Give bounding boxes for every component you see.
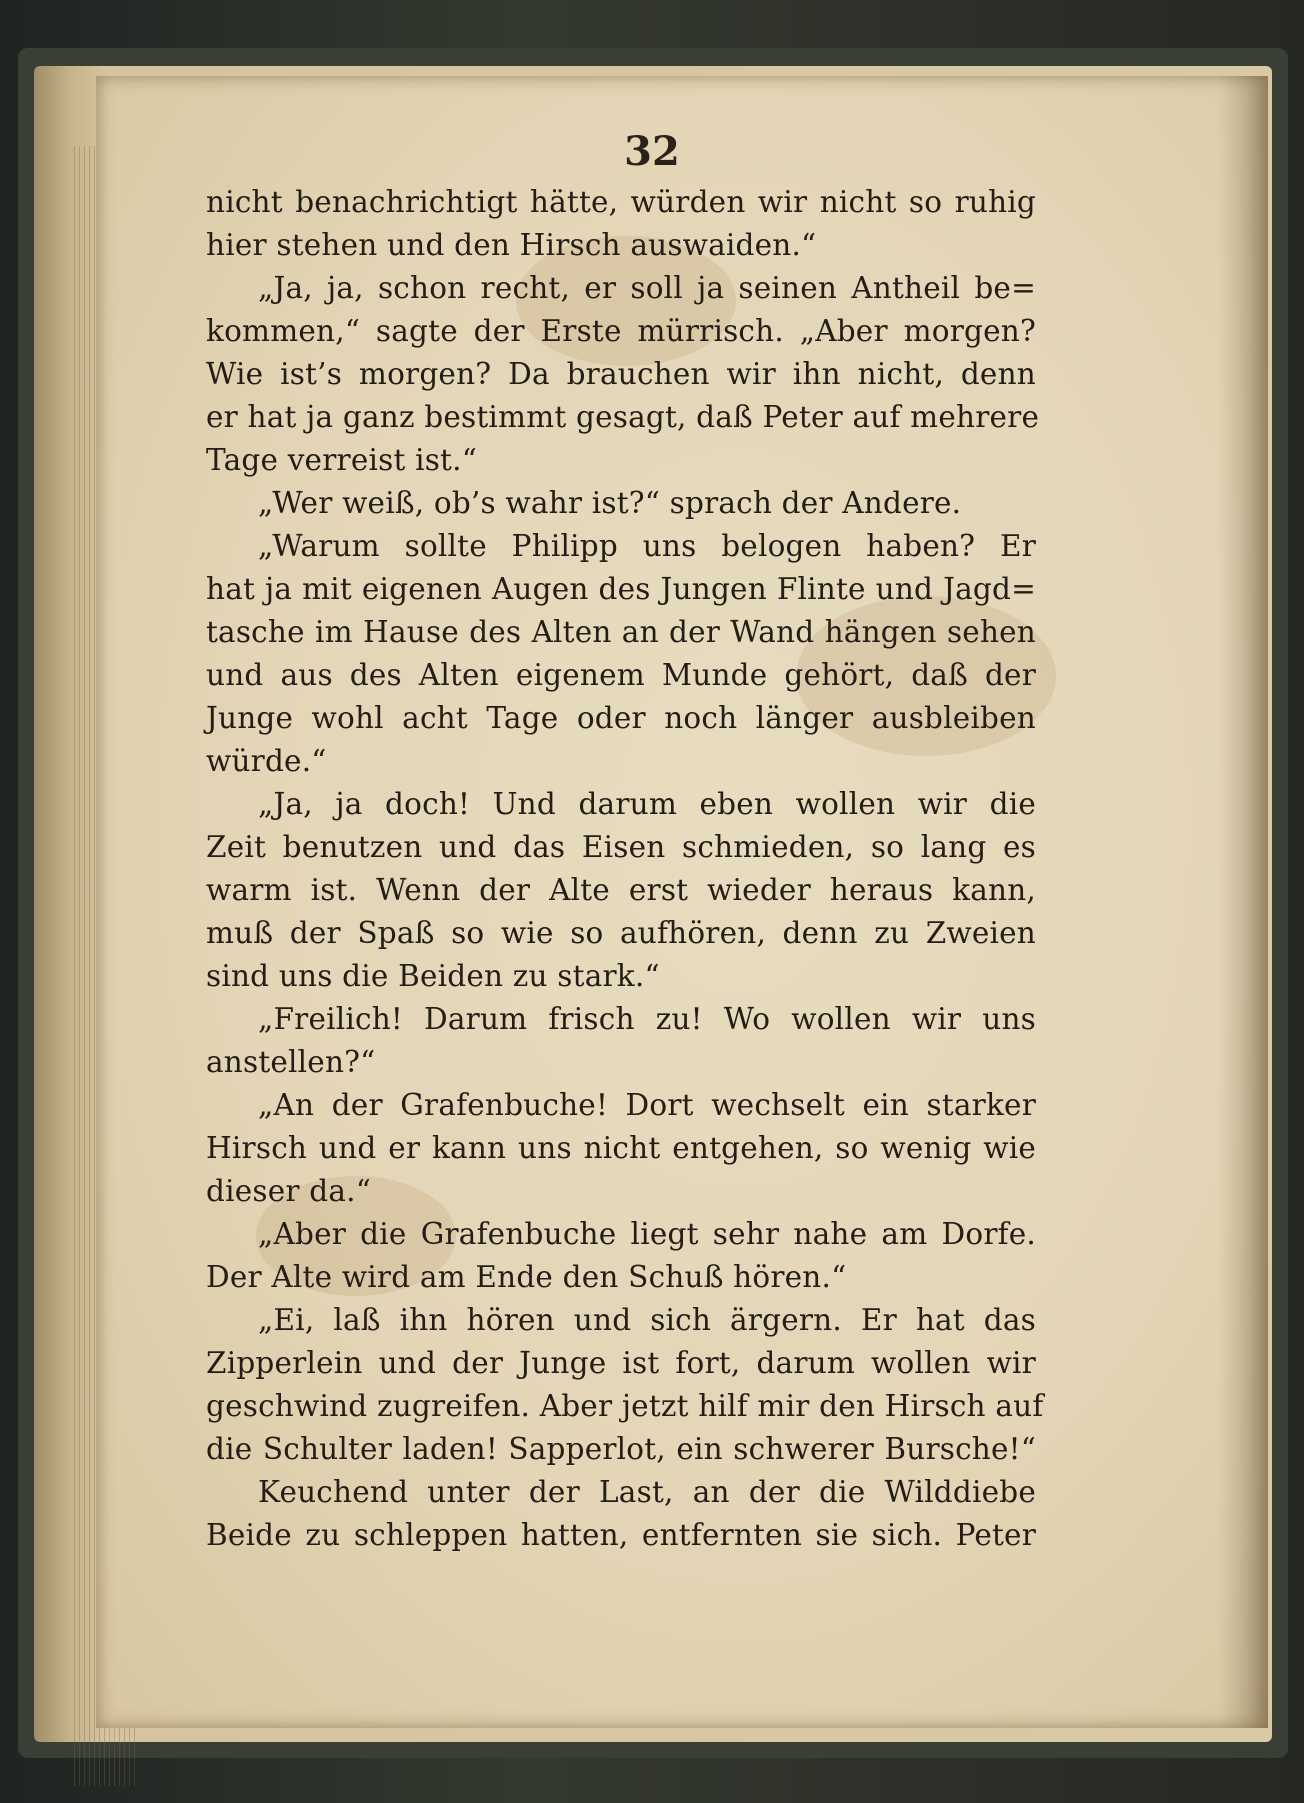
text-line: hier stehen und den Hirsch auswaiden.“ — [206, 228, 817, 262]
text-line: nicht benachrichtigt hätte, würden wir nicht so ruhig — [206, 185, 1036, 219]
text-line: Wie ist’s morgen? Da brauchen wir ihn nicht, denn — [206, 357, 1036, 391]
text-line: Zipperlein und der Junge ist fort, darum wollen wir — [206, 1346, 1036, 1380]
text-line: Junge wohl acht Tage oder noch länger ausbleiben — [206, 701, 1036, 735]
text-line: würde.“ — [206, 744, 327, 778]
text-line: Beide zu schleppen hatten, entfernten sie sich. Peter — [206, 1518, 1036, 1552]
text-line: „Ei, laß ihn hören und sich ärgern. Er hat das — [258, 1303, 1036, 1337]
text-line: „An der Grafenbuche! Dort wechselt ein starker — [258, 1088, 1036, 1122]
text-line: „Warum sollte Philipp uns belogen haben? Er — [258, 529, 1036, 563]
text-line: warm ist. Wenn der Alte erst wieder heraus kann, — [206, 873, 1036, 907]
text-line: Hirsch und er kann uns nicht entgehen, so wenig wie — [206, 1131, 1036, 1165]
text-line: er hat ja ganz bestimmt gesagt, daß Peter auf mehrere — [206, 400, 1040, 434]
text-line: Der Alte wird am Ende den Schuß hören.“ — [206, 1260, 847, 1294]
text-line: muß der Spaß so wie so aufhören, denn zu Zweien — [206, 916, 1036, 950]
text-line: dieser da.“ — [206, 1174, 371, 1208]
text-line: „Freilich! Darum frisch zu! Wo wollen wir uns — [258, 1002, 1036, 1036]
text-line: Zeit benutzen und das Eisen schmieden, so lang es — [206, 830, 1036, 864]
text-line: sind uns die Beiden zu stark.“ — [206, 959, 660, 993]
spine-shadow — [1218, 76, 1268, 1728]
text-line: kommen,“ sagte der Erste mürrisch. „Aber morgen? — [206, 314, 1036, 348]
text-line: Tage verreist ist.“ — [206, 443, 477, 477]
text-line: und aus des Alten eigenem Munde gehört, daß der — [206, 658, 1036, 692]
text-line: die Schulter laden! Sapperlot, ein schwerer Bursche!“ — [206, 1432, 1036, 1466]
text-line: geschwind zugreifen. Aber jetzt hilf mir den Hirsch auf — [206, 1389, 1044, 1423]
text-line: hat ja mit eigenen Augen des Jungen Flinte und Jagd= — [206, 572, 1036, 606]
text-line: „Ja, ja doch! Und darum eben wollen wir die — [258, 787, 1036, 821]
text-line: Keuchend unter der Last, an der die Wilddiebe — [258, 1475, 1036, 1509]
text-line: anstellen?“ — [206, 1045, 376, 1079]
text-line: „Ja, ja, schon recht, er soll ja seinen Antheil be= — [258, 271, 1036, 305]
body-text — [206, 181, 1044, 1557]
text-line: „Wer weiß, ob’s wahr ist?“ sprach der Andere. — [258, 486, 962, 520]
page-number: 32 — [624, 128, 680, 175]
text-line: tasche im Hause des Alten an der Wand hängen sehen — [206, 615, 1036, 649]
text-line: „Aber die Grafenbuche liegt sehr nahe am Dorfe. — [258, 1217, 1036, 1251]
